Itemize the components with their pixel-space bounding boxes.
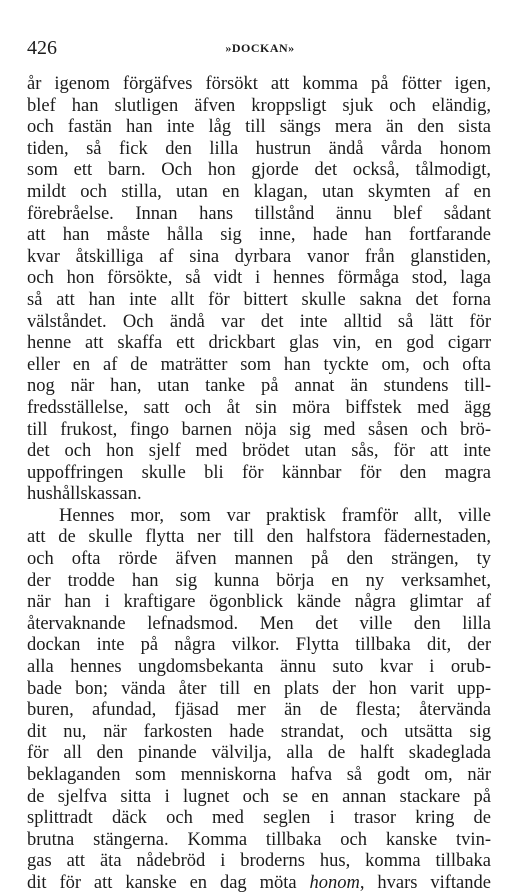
text-line: det och hon sjelf med brödet utan sås, för att inte — [27, 441, 491, 462]
text-line: år igenom förgäfves försökt att komma på fötter igen, — [27, 74, 491, 94]
text-line: Hennes mor, som var praktisk framför allt, ville — [59, 505, 491, 526]
text-line: dockan inte på några vilkor. Flytta tillbaka dit, der — [27, 635, 491, 656]
text-line: och hon försökte, så vidt i hennes förmåga stod, laga — [27, 268, 491, 289]
paragraph-1 — [27, 74, 491, 506]
text-line: när han i kraftigare ögonblick kände några glimtar af — [27, 592, 491, 613]
text-line: hushållskassan. — [27, 484, 142, 505]
text-line: blef han slutligen äfven kroppsligt sjuk och eländig, — [27, 95, 491, 116]
text-line-final — [27, 873, 491, 895]
text-line: gas att äta nådebröd i broderns hus, komma tillbaka — [27, 851, 491, 872]
text-line: att han måste hålla sig inne, hade han fortfarande — [27, 225, 491, 246]
text-line: som ett barn. Och hon gjorde det också, tålmodigt, — [27, 160, 491, 181]
text-line: tiden, så fick den lilla hustrun ändå vårda honom — [27, 138, 491, 159]
running-title: »DOCKAN» — [225, 41, 295, 55]
text-line: brutna stängerna. Komma tillbaka och kanske tvin- — [27, 829, 491, 850]
text-line: kvar åtskilliga af sina dyrbara vanor från glanstiden, — [27, 246, 491, 267]
text-line: buren, afundad, fjäsad mer än de flesta; återvända — [27, 700, 491, 721]
text-line: att de skulle flytta ner till den halfstora fädernestaden, — [27, 527, 491, 548]
text-line: återvaknande lefnadsmod. Men det ville den lilla — [27, 613, 491, 634]
text-line: för all den pinande välvilja, alla de halft skadeglada — [27, 743, 491, 764]
text-line: de sjelfva sitta i lugnet och se en annan stackare på — [27, 786, 491, 807]
paragraph-2 — [27, 506, 491, 895]
text-line: beklaganden som menniskorna hafva så godt om, när — [27, 765, 491, 785]
text-line: henne att skaffa ett drickbart glas vin, en god cigarr — [27, 333, 491, 354]
text-line: och ofta rörde äfven mannen på den strängen, ty — [27, 549, 491, 570]
text-line: der trodde han sig kunna börja en ny verksamhet, — [27, 570, 491, 591]
text-line: eller en af de maträtter som han tyckte om, och ofta — [27, 354, 491, 375]
body-text — [27, 74, 491, 895]
text-line: splittradt däck och med seglen i trasor kring de — [27, 808, 491, 829]
text-line: och fastän han inte låg till sängs mera än den sista — [27, 117, 491, 138]
text-line: så att han inte allt för bittert skulle sakna det forna — [27, 289, 491, 310]
text-line: bade bon; vända åter till en plats der hon varit upp- — [27, 678, 491, 699]
text-line: välståndet. Och ändå var det inte alltid så lätt för — [27, 311, 491, 332]
text-line: nog när han, utan tanke på annat än stundens till- — [27, 376, 491, 397]
text-line: till frukost, fingo barnen nöja sig med såsen och brö- — [27, 419, 491, 440]
text-line: uppoffringen skulle bli för kännbar för den magra — [27, 462, 491, 483]
text-line: dit nu, när farkosten hade strandat, och utsätta sig — [27, 721, 491, 742]
text-line: mildt och stilla, utan en klagan, utan skymten af en — [27, 181, 491, 202]
page-number: 426 — [27, 37, 57, 59]
text-line: förebråelse. Innan hans tillstånd ännu blef sådant — [27, 203, 491, 224]
text-line: fredsställelse, satt och åt sin möra biffstek med ägg — [27, 397, 491, 418]
italic-word: honom — [309, 872, 360, 893]
text-line: alla hennes ungdomsbekanta ännu suto kvar i orub- — [27, 657, 491, 678]
final-line-end: , hvars viftande — [359, 872, 491, 893]
final-line-start: dit för att kanske en dag möta — [27, 872, 310, 893]
